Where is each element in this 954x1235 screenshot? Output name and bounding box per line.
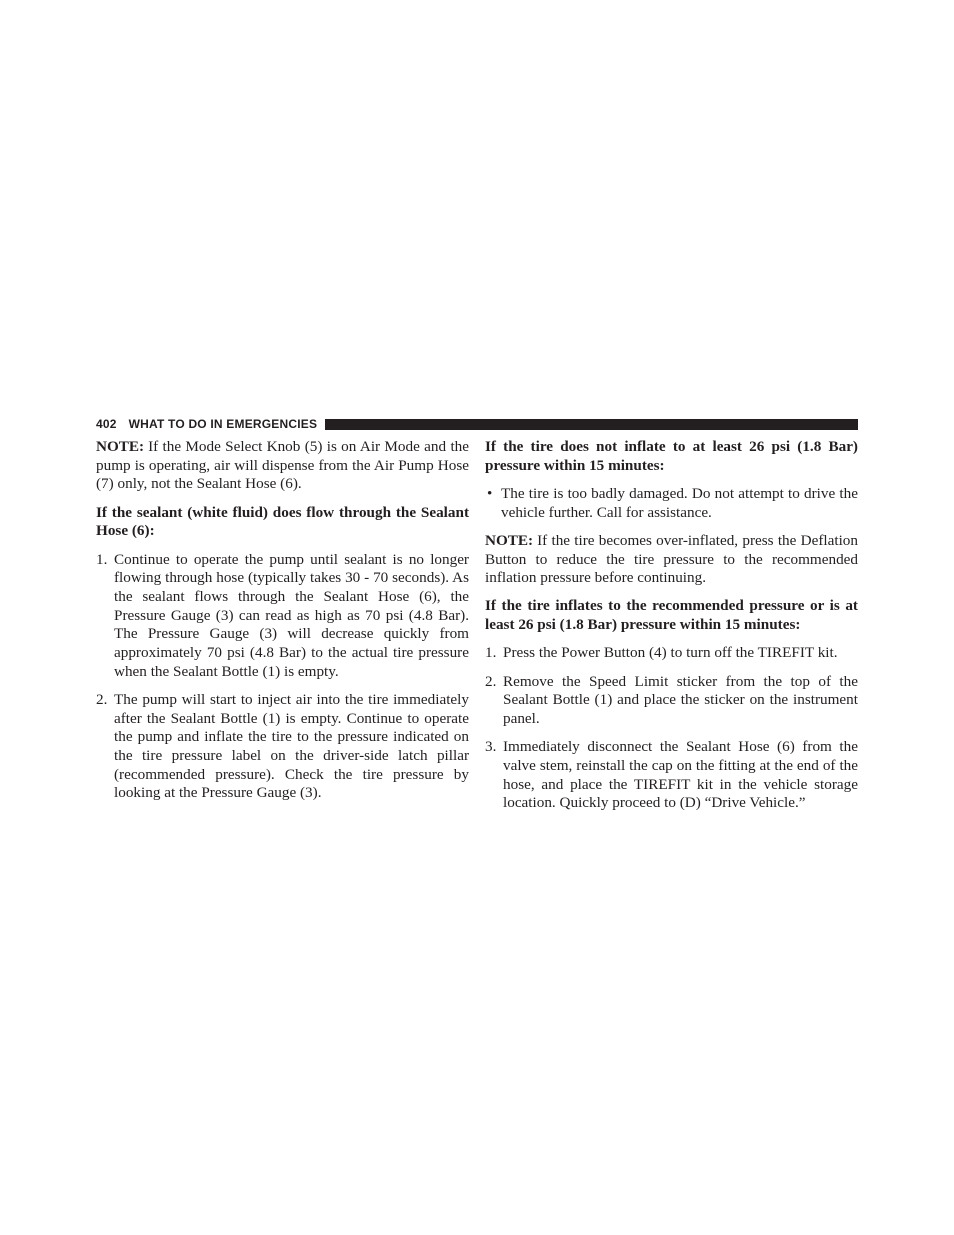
list-item (485, 644, 858, 663)
list-item (96, 691, 469, 803)
section-title: WHAT TO DO IN EMERGENCIES (128, 417, 318, 431)
heading-sealant-flows: If the sealant (white fluid) does flow through the Sealant Hose (6): (96, 503, 469, 540)
note-over-inflated (485, 532, 858, 588)
list-item (485, 485, 858, 522)
list-item-text: The tire is too badly damaged. Do not attempt to drive the vehicle further. Call for assistance. (501, 484, 858, 521)
list-item (485, 738, 858, 813)
note-label: NOTE: (96, 438, 145, 455)
list-item-text: Immediately disconnect the Sealant Hose (6) from the valve stem, reinstall the cap on the fitting at the end of the hose, and place the TIREFIT kit in the vehicle storage location. Quickly proceed to (D) “Drive Vehicle.” (503, 738, 858, 812)
left-column (96, 438, 469, 813)
heading-tire-inflates: If the tire inflates to the recommended pressure or is at least 26 psi (1.8 Bar) pressure within 15 minutes: (485, 597, 858, 634)
note-text: If the Mode Select Knob (5) is on Air Mode and the pump is operating, air will dispense from the Air Pump Hose (7) only, not the Sealant Hose (6). (96, 438, 469, 493)
list-marker: 2. (96, 690, 108, 708)
note-label: NOTE: (485, 531, 534, 549)
list-item-text: Continue to operate the pump until sealant is no longer flowing through hose (typically takes 30 - 70 seconds). As the sealant flows through the Sealant Hose (6), the Pressure Gauge (3) can read as high as 70 psi (4.8 Bar). The Pressure Gauge (3) will decrease quickly from approximately 70 psi (4.8 Bar) to the actual tire pressure when the Sealant Bottle (1) is empty. (114, 550, 469, 680)
list-marker: 1. (485, 644, 497, 662)
list-marker: 1. (96, 550, 108, 568)
header-rule (325, 419, 858, 430)
list-item (96, 551, 469, 682)
list-item-text: The pump will start to inject air into the tire immediately after the Sealant Bottle (1) is empty. Continue to operate the pump and inflate the tire to the pressure indicated on the tire pressure label on the driver-side latch pillar (recommended pressure). Check the tire pressure by looking at the Pressure Gauge (3). (114, 690, 469, 802)
list-marker: 3. (485, 738, 497, 756)
list-item (485, 673, 858, 729)
list-item-text: Remove the Speed Limit sticker from the top of the Sealant Bottle (1) and place the sticker on the instrument panel. (503, 672, 858, 727)
note-text: If the tire becomes over-inflated, press the Deflation Button to reduce the tire pressure to the recommended inflation pressure before continuing. (485, 531, 858, 587)
heading-tire-not-inflate: If the tire does not inflate to at least 26 psi (1.8 Bar) pressure within 15 minutes: (485, 438, 858, 474)
page-header (96, 416, 858, 432)
right-column (485, 438, 858, 822)
list-item-text: Press the Power Button (4) to turn off the TIREFIT kit. (503, 644, 838, 662)
page-number: 402 (96, 417, 117, 431)
list-marker: 2. (485, 672, 497, 690)
sealant-steps-list (96, 551, 469, 804)
note-air-mode (96, 438, 469, 494)
damage-bullet-list (485, 485, 858, 522)
bullet-marker: • (487, 484, 493, 502)
inflate-steps-list (485, 644, 858, 813)
